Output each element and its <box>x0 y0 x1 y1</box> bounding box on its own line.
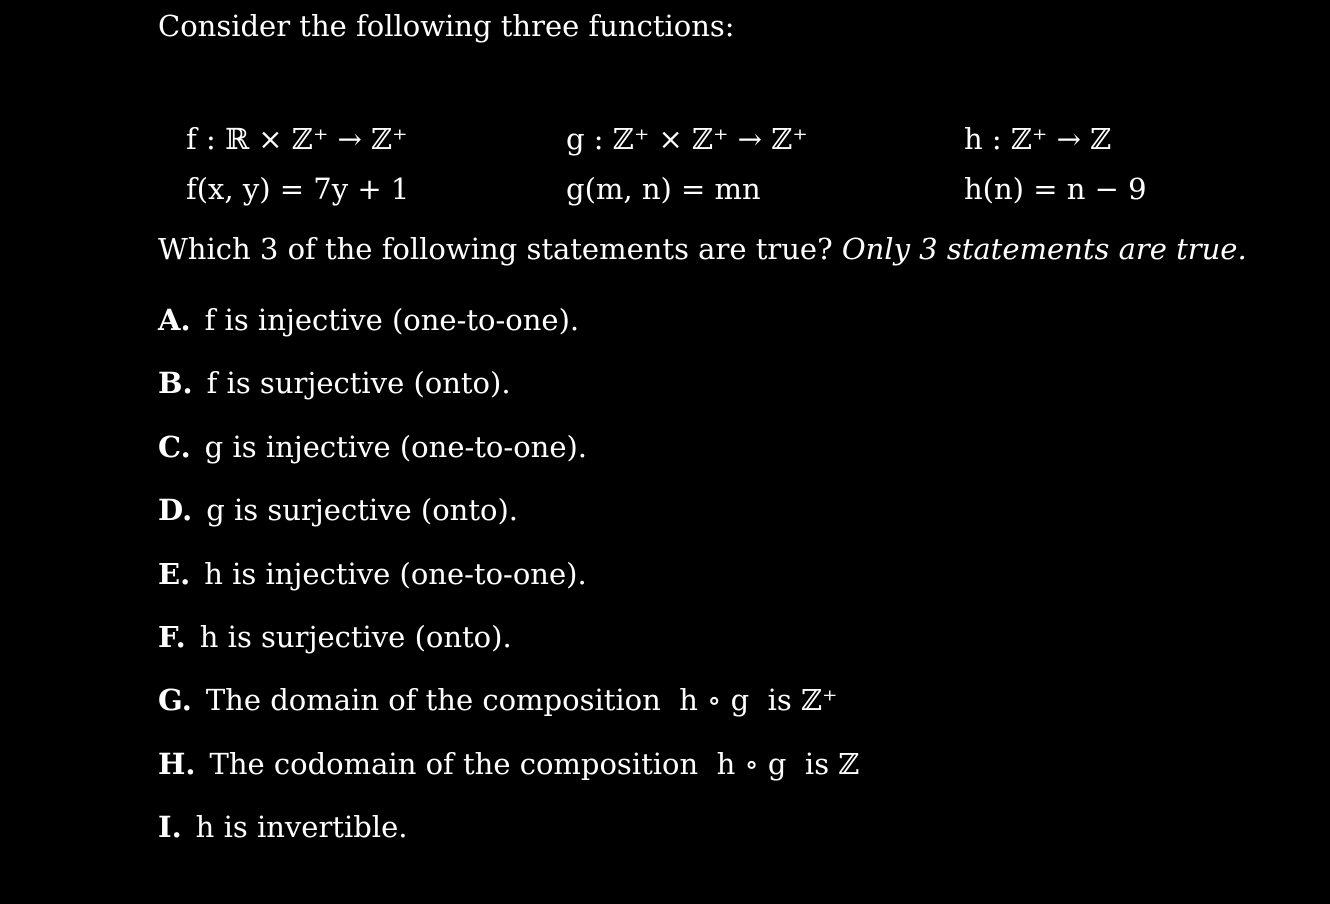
statement-letter: D. <box>158 493 193 528</box>
statement-text: g is injective (one-to-one). <box>204 429 588 464</box>
statement-text: h is injective (one-to-one). <box>204 556 587 591</box>
statement-text: The domain of the composition h ∘ g is ℤ⁺ <box>205 683 838 718</box>
statement-text: The codomain of the composition h ∘ g is ℤ <box>209 746 860 781</box>
question-main: Which 3 of the following statements are true? <box>158 232 833 266</box>
statement-text: g is surjective (onto). <box>206 493 518 528</box>
statement-letter: B. <box>158 366 193 401</box>
statement-letter: H. <box>158 746 196 781</box>
question-emphasis: Only 3 statements are true. <box>841 232 1247 266</box>
statement-text: f is injective (one-to-one). <box>204 303 580 337</box>
statement-f <box>158 617 1258 680</box>
function-h-block <box>964 114 1147 214</box>
function-f-definition: f(x, y) = 7y + 1 <box>186 172 410 206</box>
function-g-definition: g(m, n) = mn <box>566 172 761 206</box>
function-f-block <box>186 114 409 214</box>
statement-letter: C. <box>158 429 191 464</box>
question-text <box>158 231 1247 267</box>
statement-c <box>158 427 1258 490</box>
statement-text: h is invertible. <box>195 810 408 845</box>
intro-text: Consider the following three functions: <box>158 9 735 43</box>
statement-letter: F. <box>158 619 186 654</box>
statement-text: h is surjective (onto). <box>199 619 512 654</box>
statement-text: f is surjective (onto). <box>206 366 511 401</box>
statement-h <box>158 744 1258 807</box>
statement-letter: E. <box>158 556 191 591</box>
function-g-signature: g : ℤ⁺ × ℤ⁺ → ℤ⁺ <box>566 122 808 156</box>
function-g-block <box>566 114 808 214</box>
statement-letter: A. <box>158 303 191 337</box>
statement-b <box>158 363 1258 426</box>
statement-a <box>158 300 1258 363</box>
statement-i <box>158 807 1258 870</box>
statement-g <box>158 680 1258 743</box>
function-h-signature: h : ℤ⁺ → ℤ <box>964 122 1112 156</box>
statement-d <box>158 490 1258 553</box>
statement-e <box>158 554 1258 617</box>
statement-letter: I. <box>158 810 182 845</box>
statement-list <box>158 300 1258 871</box>
function-f-signature: f : ℝ × ℤ⁺ → ℤ⁺ <box>186 122 408 156</box>
statement-letter: G. <box>158 683 192 718</box>
function-h-definition: h(n) = n − 9 <box>964 172 1147 206</box>
